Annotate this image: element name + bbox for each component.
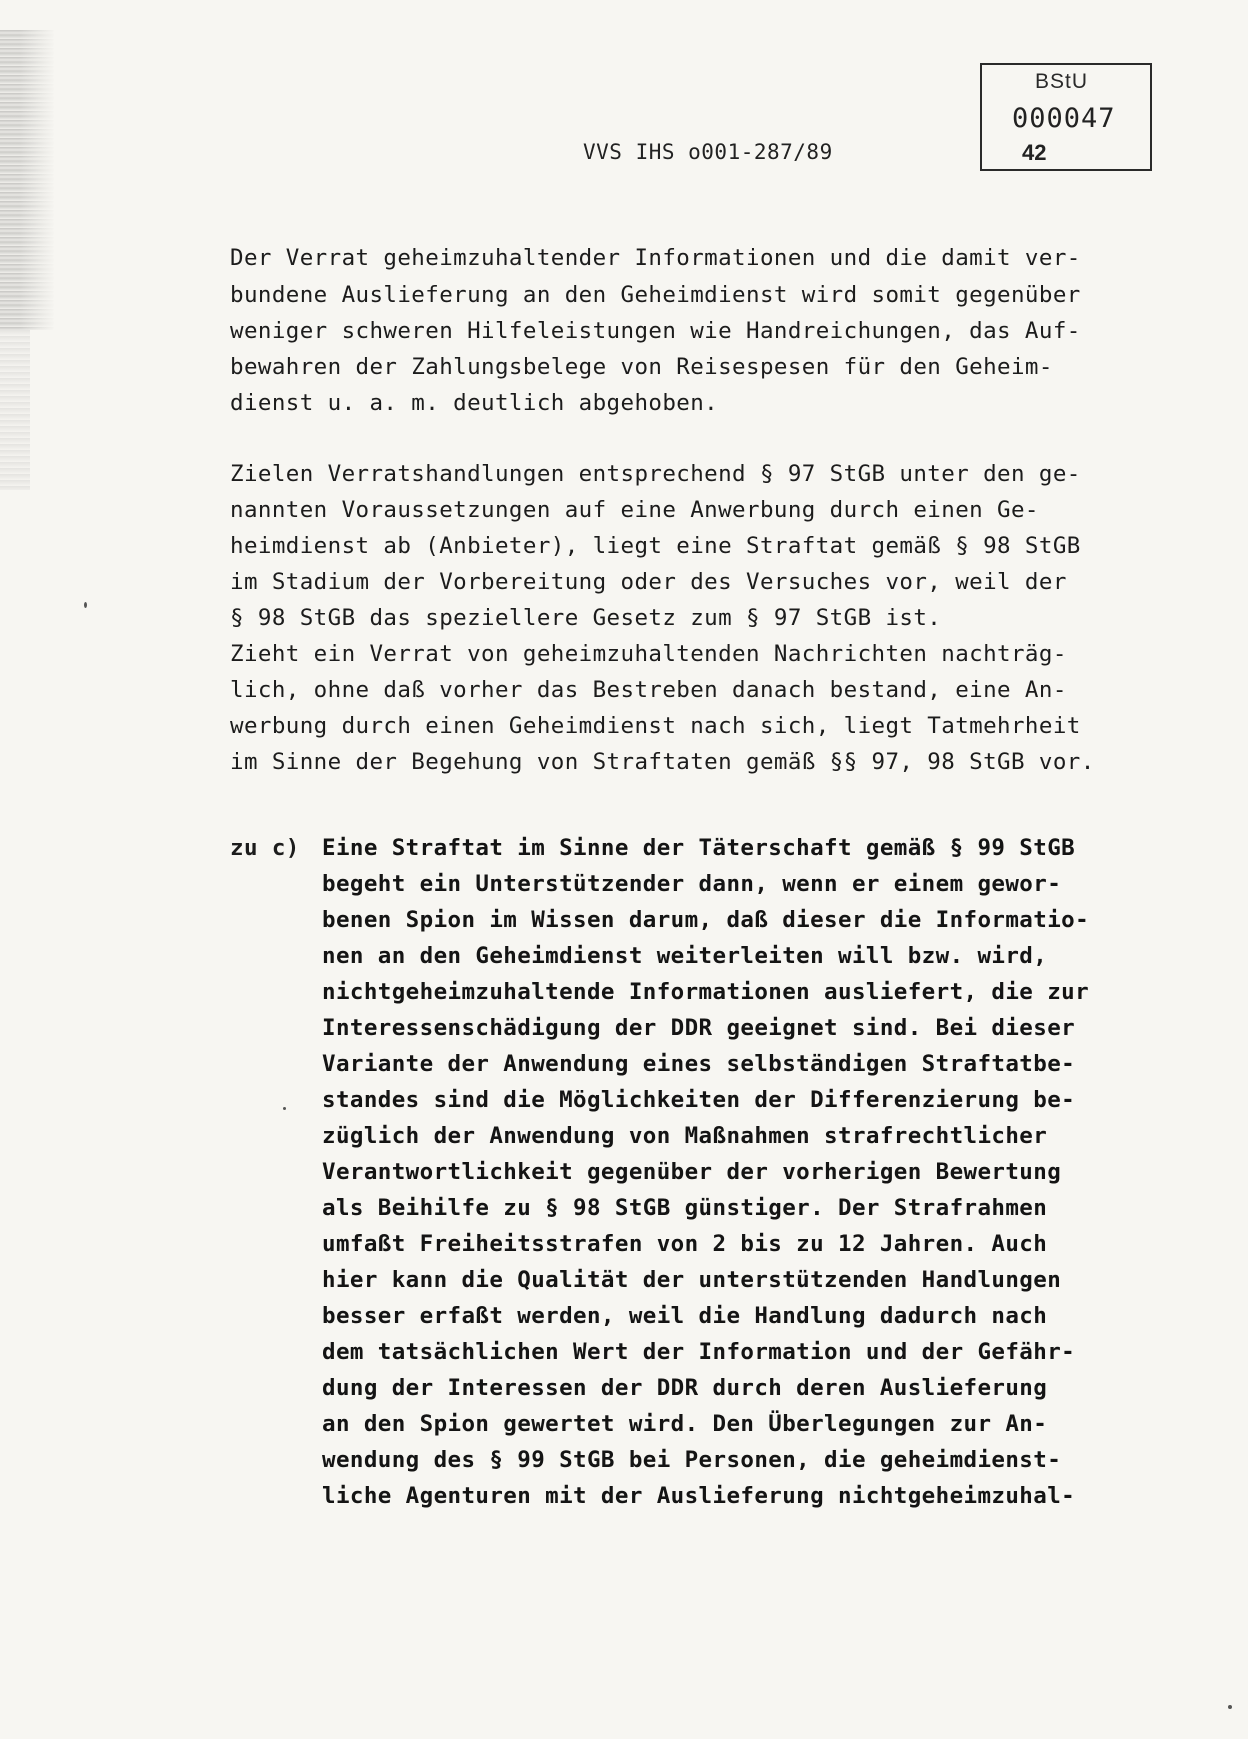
text-line: umfaßt Freiheitsstrafen von 2 bis zu 12 Jahren. Auch: [322, 1231, 1048, 1257]
text-line: nen an den Geheimdienst weiterleiten will bzw. wird,: [322, 943, 1048, 969]
stamp-page-number: 42: [1022, 140, 1047, 165]
text-line: im Sinne der Begehung von Straftaten gemäß §§ 97, 98 StGB vor.: [230, 749, 1095, 775]
document-reference: VVS IHS o001-287/89: [583, 140, 833, 164]
scan-speck: [283, 1107, 286, 1110]
text-line: bundene Auslieferung an den Geheimdienst wird somit gegenüber: [230, 282, 1081, 308]
scan-edge-artifact-lower: [0, 330, 30, 490]
text-line: Verantwortlichkeit gegenüber der vorherigen Bewertung: [322, 1159, 1062, 1185]
text-line: hier kann die Qualität der unterstützenden Handlungen: [322, 1267, 1062, 1293]
scan-edge-artifact: [0, 30, 55, 330]
text-line: an den Spion gewertet wird. Den Überlegungen zur An-: [322, 1411, 1048, 1437]
text-line: im Stadium der Vorbereitung oder des Versuches vor, weil der: [230, 569, 1067, 595]
text-line: benen Spion im Wissen darum, daß dieser die Informatio-: [322, 907, 1090, 933]
text-line: Variante der Anwendung eines selbständigen Straftatbe-: [322, 1051, 1076, 1077]
text-line: Zieht ein Verrat von geheimzuhaltenden Nachrichten nachträg-: [230, 641, 1067, 667]
text-line: nannten Voraussetzungen auf eine Anwerbung durch einen Ge-: [230, 497, 1039, 523]
text-line: nichtgeheimzuhaltende Informationen ausliefert, die zur: [322, 979, 1090, 1005]
text-line: dienst u. a. m. deutlich abgehoben.: [230, 390, 719, 416]
text-line: als Beihilfe zu § 98 StGB günstiger. Der Strafrahmen: [322, 1195, 1048, 1221]
text-line: § 98 StGB das speziellere Gesetz zum § 97 StGB ist.: [230, 605, 942, 631]
text-line: wendung des § 99 StGB bei Personen, die geheimdienst-: [322, 1447, 1062, 1473]
text-line: besser erfaßt werden, weil die Handlung dadurch nach: [322, 1303, 1048, 1329]
text-line: dung der Interessen der DDR durch deren Auslieferung: [322, 1375, 1048, 1401]
text-line: heimdienst ab (Anbieter), liegt eine Straftat gemäß § 98 StGB: [230, 533, 1081, 559]
section-marker: zu c): [230, 835, 300, 861]
stamp-title: BStU: [1035, 70, 1089, 93]
stamp-number: 000047: [1012, 103, 1116, 134]
text-line: lich, ohne daß vorher das Bestreben danach bestand, eine An-: [230, 677, 1067, 703]
text-line: Der Verrat geheimzuhaltender Informationen und die damit ver-: [230, 245, 1081, 271]
text-line: bewahren der Zahlungsbelege von Reisespesen für den Geheim-: [230, 354, 1053, 380]
text-line: Interessenschädigung der DDR geeignet sind. Bei dieser: [322, 1015, 1076, 1041]
text-line: werbung durch einen Geheimdienst nach sich, liegt Tatmehrheit: [230, 713, 1081, 739]
text-line: züglich der Anwendung von Maßnahmen strafrechtlicher: [322, 1123, 1048, 1149]
scan-speck: [1228, 1705, 1232, 1709]
text-line: Zielen Verratshandlungen entsprechend § 97 StGB unter den ge-: [230, 461, 1081, 487]
text-line: standes sind die Möglichkeiten der Differenzierung be-: [322, 1087, 1076, 1113]
text-line: weniger schweren Hilfeleistungen wie Handreichungen, das Auf-: [230, 318, 1081, 344]
text-line: dem tatsächlichen Wert der Information und der Gefähr-: [322, 1339, 1076, 1365]
text-line: liche Agenturen mit der Auslieferung nichtgeheimzuhal-: [322, 1483, 1076, 1509]
text-line: Eine Straftat im Sinne der Täterschaft gemäß § 99 StGB: [322, 835, 1076, 861]
scan-speck: [84, 602, 87, 608]
text-line: begeht ein Unterstützender dann, wenn er einem gewor-: [322, 871, 1062, 897]
